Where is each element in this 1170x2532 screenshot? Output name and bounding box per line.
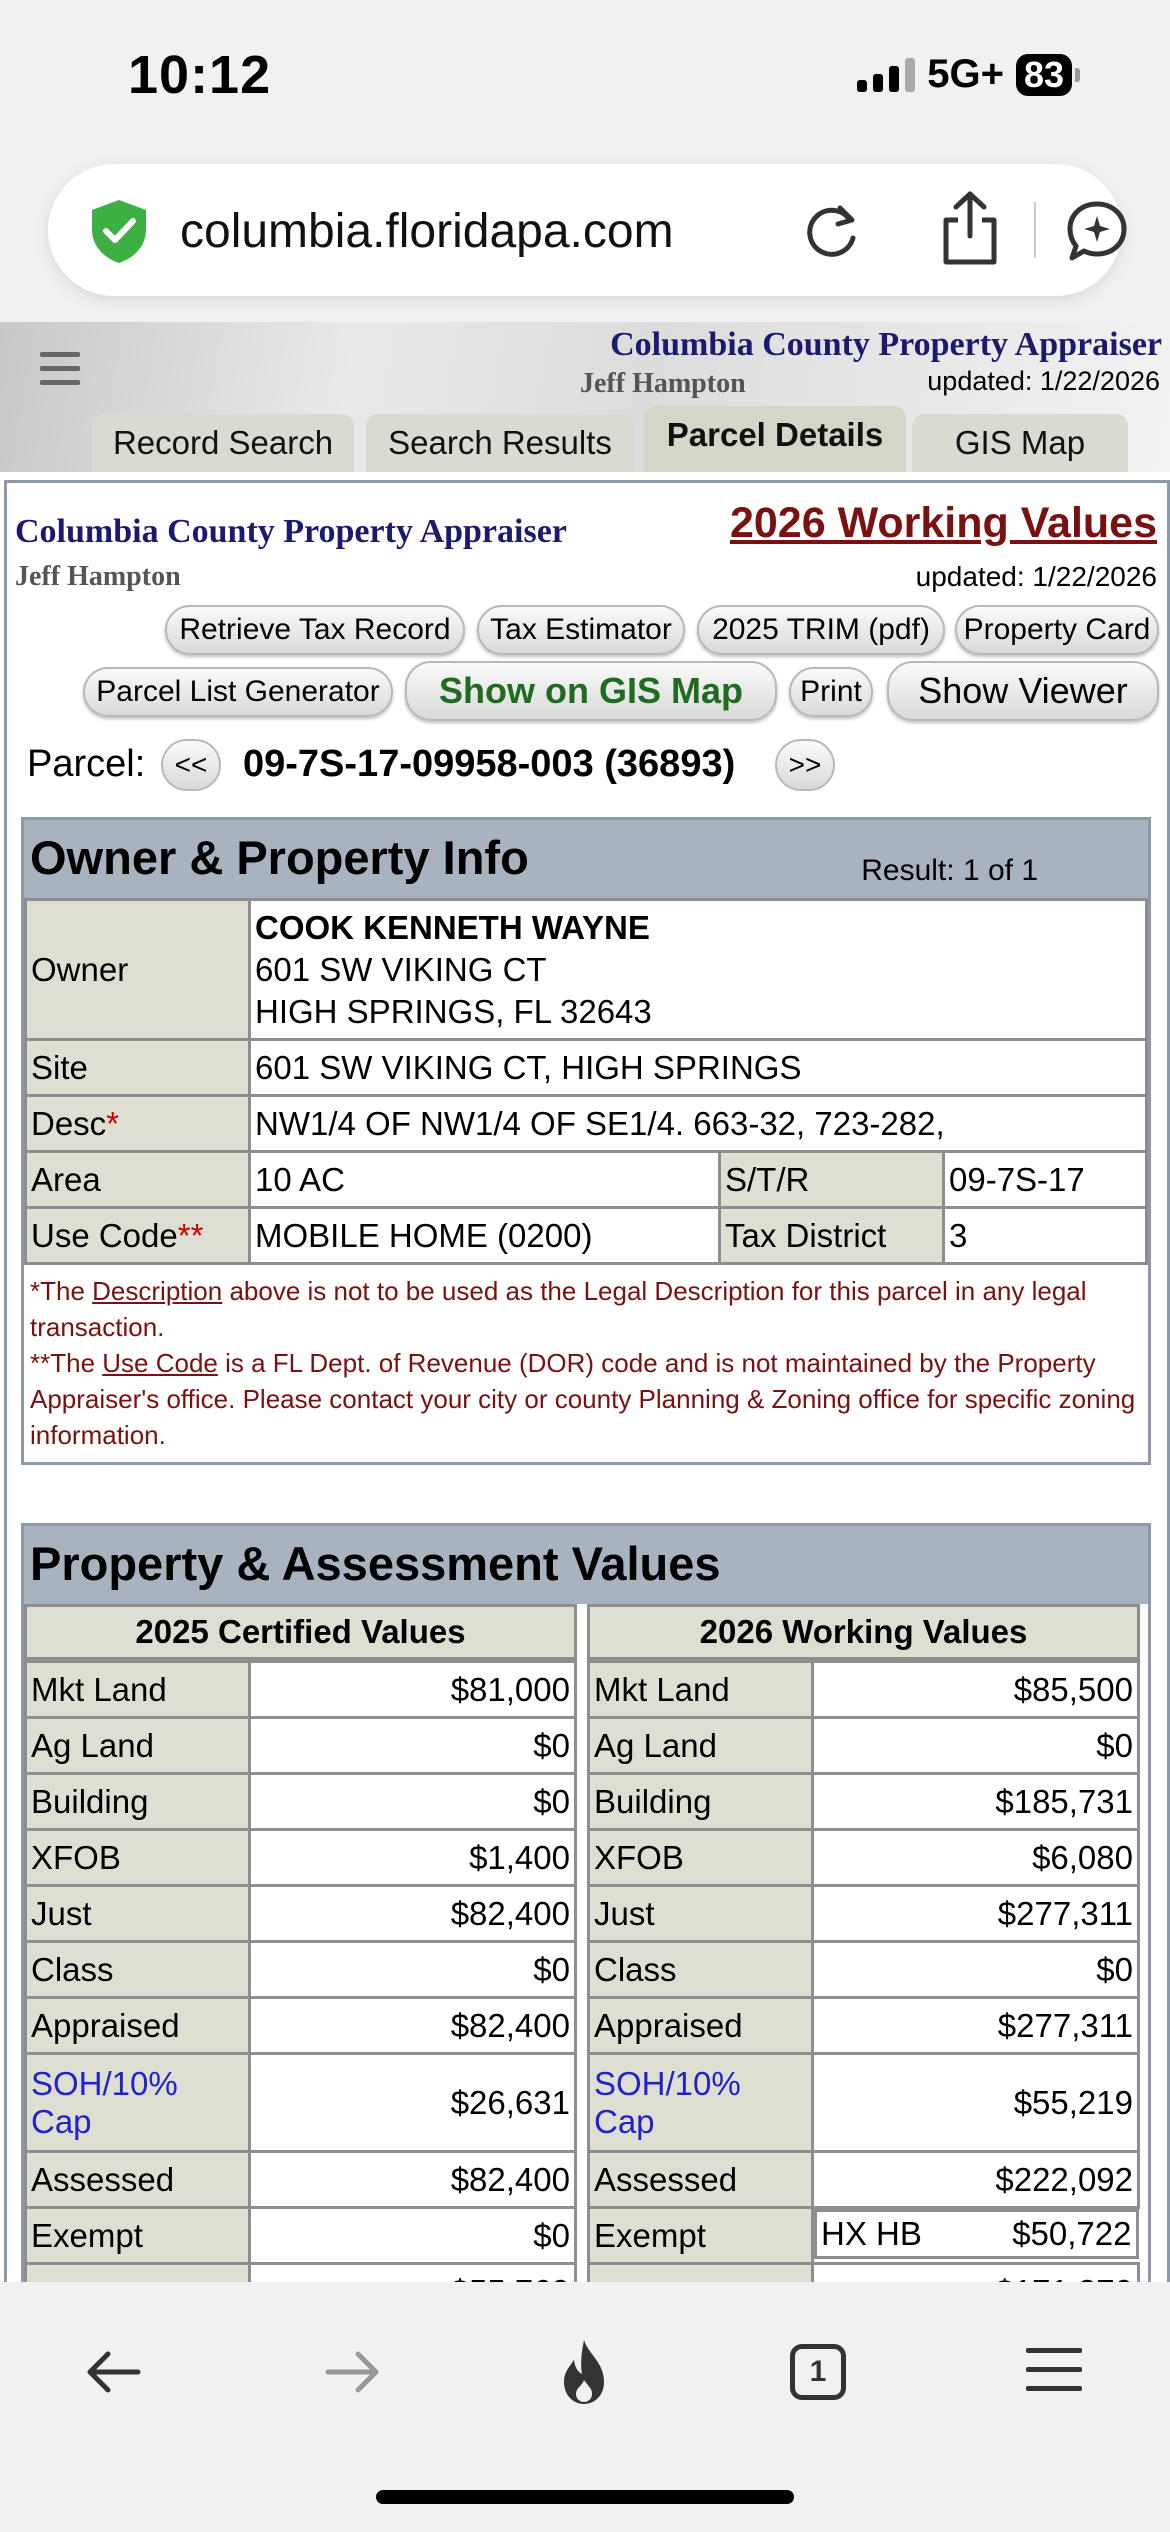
row-value: $185,731 [813, 1774, 1139, 1830]
description-link[interactable]: Description [92, 1276, 223, 1306]
table-row [26, 1096, 1147, 1152]
table-row [26, 1662, 576, 1718]
working-values-header: 2026 Working Values [587, 1604, 1140, 1660]
tab-record-search[interactable]: Record Search [92, 414, 354, 472]
parcel-label: Parcel: [27, 743, 146, 785]
table-row [26, 1208, 1147, 1264]
use-code-link[interactable]: Use Code [102, 1348, 218, 1378]
required-mark: * [106, 1104, 120, 1142]
row-label: Class [589, 1942, 813, 1998]
row-label: Appraised [589, 1998, 813, 2054]
str-value: 09-7S-17 [944, 1152, 1147, 1208]
row-value: $6,080 [813, 1830, 1139, 1886]
row-label: Appraised [26, 1998, 250, 2054]
status-indicators [857, 52, 1080, 97]
use-code-value: MOBILE HOME (0200) [250, 1208, 720, 1264]
tab-search-results[interactable]: Search Results [366, 414, 634, 472]
table-row [589, 1942, 1139, 1998]
page-tabs [0, 406, 1170, 472]
row-label: Just [26, 1886, 250, 1942]
row-label: Ag Land [589, 1718, 813, 1774]
tax-district-label: Tax District [720, 1208, 944, 1264]
soh-cap-link[interactable]: SOH/10% Cap [589, 2054, 813, 2152]
owner-section-header [24, 820, 1148, 898]
tabs-count-button[interactable]: 1 [790, 2344, 846, 2400]
table-row [26, 1942, 576, 1998]
table-row [26, 2054, 576, 2152]
row-value: $0 [813, 1942, 1139, 1998]
site-value: 601 SW VIKING CT, HIGH SPRINGS [250, 1040, 1147, 1096]
show-on-gis-map-button[interactable]: Show on GIS Map [405, 661, 777, 721]
assistant-chat-icon[interactable] [1064, 198, 1130, 264]
address-bar-divider [1034, 202, 1036, 258]
owner-property-section [21, 817, 1151, 1465]
flame-icon[interactable] [548, 2336, 620, 2408]
row-label: XFOB [26, 1830, 250, 1886]
certified-values-column [24, 1604, 577, 2321]
row-value: $55,219 [813, 2054, 1139, 2152]
str-label: S/T/R [720, 1152, 944, 1208]
row-label: Exempt [26, 2208, 250, 2264]
row-value: $0 [813, 1718, 1139, 1774]
table-row [26, 1152, 1147, 1208]
site-label: Site [26, 1040, 250, 1096]
show-viewer-button[interactable]: Show Viewer [887, 661, 1159, 721]
row-label: Building [589, 1774, 813, 1830]
table-row [26, 1774, 576, 1830]
area-value: 10 AC [250, 1152, 720, 1208]
table-row [26, 2208, 576, 2264]
signal-icon [857, 58, 915, 92]
retrieve-tax-record-button[interactable]: Retrieve Tax Record [165, 605, 465, 655]
row-label: Just [589, 1886, 813, 1942]
reload-icon[interactable] [800, 200, 862, 262]
battery-icon [1016, 54, 1080, 96]
description-note: *The Description above is not to be used as the Legal Description for this parcel in any legal transaction. [30, 1276, 1087, 1342]
row-value: $0 [250, 1942, 576, 1998]
assessment-values-section [21, 1523, 1151, 2323]
table-row [589, 1886, 1139, 1942]
owner-section-title: Owner & Property Info [30, 831, 529, 884]
disclaimer-notes [24, 1265, 1148, 1465]
tab-gis-map[interactable]: GIS Map [912, 414, 1128, 472]
table-row [589, 2208, 1139, 2264]
table-row [589, 1998, 1139, 2054]
network-type: 5G+ [927, 52, 1004, 96]
row-value: $82,400 [250, 2152, 576, 2208]
parcel-list-generator-button[interactable]: Parcel List Generator [83, 667, 393, 717]
property-card-button[interactable]: Property Card [955, 605, 1159, 655]
exempt-code: HX HB [821, 2215, 922, 2252]
table-row [26, 2152, 576, 2208]
owner-name: COOK KENNETH WAYNE [255, 908, 650, 946]
row-value: $277,311 [813, 1886, 1139, 1942]
table-row [26, 900, 1147, 1040]
tax-estimator-button[interactable]: Tax Estimator [477, 605, 685, 655]
exempt-value-cell [814, 2209, 1139, 2259]
browser-toolbar [0, 2282, 1170, 2532]
desc-value: NW1/4 OF NW1/4 OF SE1/4. 663-32, 723-282, [250, 1096, 1147, 1152]
home-indicator [376, 2490, 794, 2504]
owner-address-line2: HIGH SPRINGS, FL 32643 [255, 992, 652, 1030]
banner-title: Columbia County Property Appraiser [610, 326, 1162, 363]
row-value: $81,000 [250, 1662, 576, 1718]
owner-label: Owner [26, 900, 250, 1040]
working-values-link[interactable]: 2026 Working Values [729, 499, 1157, 547]
banner-subtitle: Jeff Hampton [580, 368, 746, 399]
row-value: $82,400 [250, 1886, 576, 1942]
parcel-number: 09-7S-17-09958-003 (36893) [243, 743, 736, 785]
next-parcel-button[interactable]: >> [775, 739, 835, 791]
working-values-column [587, 1604, 1140, 2321]
header-title: Columbia County Property Appraiser [15, 513, 567, 550]
values-section-header [24, 1526, 1148, 1604]
tab-parcel-details[interactable]: Parcel Details [644, 406, 906, 472]
table-row [589, 2152, 1139, 2208]
share-icon[interactable] [938, 190, 1002, 266]
row-label: Mkt Land [589, 1662, 813, 1718]
required-mark: ** [177, 1216, 204, 1254]
table-row [26, 1830, 576, 1886]
row-label: Class [26, 1942, 250, 1998]
row-label: Exempt [589, 2208, 813, 2264]
table-row [589, 1830, 1139, 1886]
use-code-label: Use Code** [26, 1208, 250, 1264]
status-bar [0, 0, 1170, 150]
url-text[interactable]: columbia.floridapa.com [180, 205, 674, 258]
row-label: Assessed [589, 2152, 813, 2208]
table-row [589, 1718, 1139, 1774]
row-label: Building [26, 1774, 250, 1830]
table-row [26, 1718, 576, 1774]
row-label: XFOB [589, 1830, 813, 1886]
row-value: $222,092 [813, 2152, 1139, 2208]
menu-icon[interactable] [40, 352, 80, 392]
table-row [589, 2054, 1139, 2152]
row-value: $277,311 [813, 1998, 1139, 2054]
trim-pdf-button[interactable]: 2025 TRIM (pdf) [697, 605, 945, 655]
row-label: Mkt Land [26, 1662, 250, 1718]
shield-check-icon[interactable] [84, 196, 154, 266]
banner-updated: updated: 1/22/2026 [927, 366, 1160, 396]
previous-parcel-button[interactable]: << [161, 739, 221, 791]
row-value: $0 [250, 2208, 576, 2264]
certified-values-header: 2025 Certified Values [24, 1604, 577, 1660]
owner-cell [250, 900, 1147, 1040]
back-icon[interactable] [78, 2336, 150, 2408]
table-row [26, 1886, 576, 1942]
address-bar[interactable] [48, 164, 1122, 296]
table-row [589, 1774, 1139, 1830]
working-values-table [587, 1660, 1140, 2321]
certified-values-table [24, 1660, 577, 2321]
tax-district-value: 3 [944, 1208, 1147, 1264]
table-row [26, 1998, 576, 2054]
menu-icon[interactable] [1026, 2348, 1082, 2392]
owner-info-table [24, 898, 1148, 1265]
row-value: $82,400 [250, 1998, 576, 2054]
battery-level: 83 [1016, 54, 1072, 96]
table-row [589, 1662, 1139, 1718]
row-value: $26,631 [250, 2054, 576, 2152]
row-label: Ag Land [26, 1718, 250, 1774]
area-label: Area [26, 1152, 250, 1208]
print-button[interactable]: Print [789, 667, 873, 717]
forward-icon[interactable] [316, 2336, 388, 2408]
row-value: $50,722 [1012, 2215, 1132, 2252]
web-page [0, 322, 1170, 2282]
values-section-title: Property & Assessment Values [30, 1537, 721, 1590]
header-subtitle: Jeff Hampton [15, 561, 181, 592]
row-label: Assessed [26, 2152, 250, 2208]
soh-cap-link[interactable]: SOH/10% Cap [26, 2054, 250, 2152]
desc-label: Desc* [26, 1096, 250, 1152]
table-row [26, 1040, 1147, 1096]
use-code-note: **The Use Code is a FL Dept. of Revenue (DOR) code and is not maintained by the Property Appraiser's office. Please contact your city or county Planning & Zoning office for specific zoning information. [30, 1348, 1136, 1450]
row-value: $0 [250, 1718, 576, 1774]
row-value: $85,500 [813, 1662, 1139, 1718]
row-value: $1,400 [250, 1830, 576, 1886]
owner-address-line1: 601 SW VIKING CT [255, 950, 547, 988]
row-value: $0 [250, 1774, 576, 1830]
parcel-panel [4, 480, 1170, 2293]
header-updated: updated: 1/22/2026 [915, 561, 1157, 592]
status-time: 10:12 [128, 45, 272, 105]
result-count: Result: 1 of 1 [861, 854, 1038, 887]
